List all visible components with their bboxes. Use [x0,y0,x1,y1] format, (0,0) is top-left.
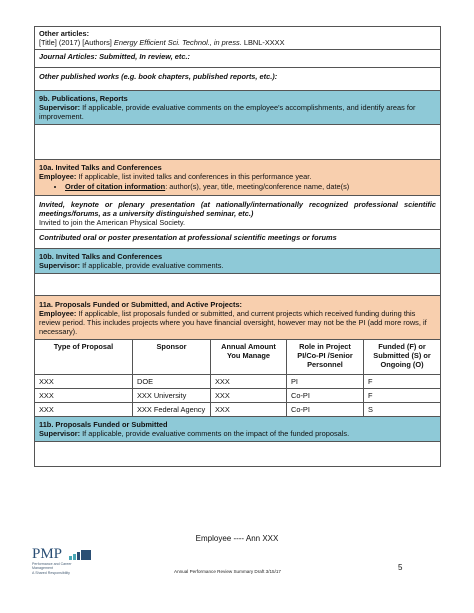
section-11b-header [35,417,441,442]
other-articles-cell[interactable] [35,27,441,50]
contributed-row [35,230,441,249]
cell-role[interactable]: Co-PI [287,389,364,403]
section-10a-header [35,160,441,196]
section-10b-row [35,249,441,274]
invited-row [35,196,441,230]
logo-subtitle-2: A Shared Responsibility [32,571,70,575]
section-10a-instructions [39,172,436,181]
col-header-amount: Annual Amount You Manage [211,340,287,375]
cell-sponsor[interactable]: XXX Federal Agency [133,403,211,417]
citation-order-text: : author(s), year, title, meeting/conference name, date(s) [165,182,350,191]
pmp-logo-text: PMP [32,546,63,562]
citation-order-list [39,182,436,191]
cell-status[interactable]: S [364,403,441,417]
cell-status[interactable]: F [364,375,441,389]
section-9b-response-row [35,125,441,160]
citation-order-label: Order of citation information [65,182,166,191]
invited-cell[interactable] [35,196,441,230]
section-9b-row [35,91,441,125]
citation-prefix: [Title] (2017) [Authors] [39,38,114,47]
section-10a-text: If applicable, list invited talks and conferences in this performance year. [76,172,312,181]
contributed-cell[interactable] [35,230,441,249]
employee-label: Employee: [39,172,77,181]
section-10b-response-field[interactable] [35,274,441,296]
section-10b-instructions [39,261,436,270]
other-articles-row [35,27,441,50]
cell-role[interactable]: Co-PI [287,403,364,417]
cell-amount[interactable]: XXX [211,403,287,417]
supervisor-label: Supervisor: [39,261,81,270]
section-11b-response-row [35,442,441,467]
col-header-status: Funded (F) or Submitted (S) or Ongoing (O) [364,340,441,375]
section-9b-instructions [39,103,436,121]
cell-type[interactable]: XXX [35,375,133,389]
review-form-table [34,26,441,467]
section-11b-response-field[interactable] [35,442,441,467]
journal-articles-label: Journal Articles: Submitted, In review, etc.: [39,52,190,61]
invited-entry: Invited to join the American Physical Society. [39,218,186,227]
section-11b-row [35,417,441,442]
logo-bars-icon [69,550,91,560]
section-10b-text: If applicable, provide evaluative comments. [80,261,224,270]
cell-sponsor[interactable]: DOE [133,375,211,389]
review-form [34,26,440,467]
journal-articles-cell[interactable] [35,50,441,68]
section-11b-title: 11b. Proposals Funded or Submitted [39,420,168,429]
cell-amount[interactable]: XXX [211,375,287,389]
section-11b-text: If applicable, provide evaluative comments on the impact of the funded proposals. [80,429,350,438]
cell-sponsor[interactable]: XXX University [133,389,211,403]
section-9b-title: 9b. Publications, Reports [39,94,128,103]
footer-employee-line: Employee ---- Ann XXX [195,534,279,543]
col-header-role: Role in Project PI/Co-PI /Senior Personnel [287,340,364,375]
section-11a-title: 11a. Proposals Funded or Submitted, and Active Projects: [39,300,243,309]
contributed-label: Contributed oral or poster presentation at professional scientific meetings or forums [39,233,337,242]
cell-status[interactable]: F [364,389,441,403]
citation-order-item [65,182,436,191]
section-11a-header [35,296,441,340]
section-10b-response-row [35,274,441,296]
section-10a-row [35,160,441,196]
employee-label: Employee: [39,309,77,318]
other-articles-heading: Other articles: [39,29,90,38]
page-number: 5 [398,563,403,572]
cell-amount[interactable]: XXX [211,389,287,403]
logo-subtitle-1: Performance and Career Management [32,562,72,570]
pmp-logo [32,547,92,573]
table-row [35,389,441,403]
section-11a-row [35,296,441,340]
section-10b-title: 10b. Invited Talks and Conferences [39,252,163,261]
section-9b-header [35,91,441,125]
section-11b-instructions [39,429,436,438]
other-published-cell[interactable] [35,68,441,91]
table-row [35,403,441,417]
citation-suffix: LBNL-XXXX [241,38,285,47]
journal-articles-row [35,50,441,68]
other-published-label: Other published works (e.g. book chapters, published reports, etc.): [39,72,278,81]
section-10a-title: 10a. Invited Talks and Conferences [39,163,162,172]
table-row [35,375,441,389]
footer-draft-note: Annual Performance Review Summary Draft 3/15/17 [174,569,281,574]
supervisor-label: Supervisor: [39,429,81,438]
citation-journal: Energy Efficient Sci. Technol., in press. [113,38,242,47]
other-articles-citation [39,38,436,47]
cell-type[interactable]: XXX [35,403,133,417]
section-11a-instructions [39,309,436,336]
col-header-sponsor: Sponsor [133,340,211,375]
cell-role[interactable]: PI [287,375,364,389]
supervisor-label: Supervisor: [39,103,81,112]
section-9b-response-field[interactable] [35,125,441,160]
section-11a-text: If applicable, list proposals funded or submitted, and current projects which received funding during this review period. This includes projects where you have financial oversight, however may not be the PI (add more rows, if necessary). [39,309,427,336]
section-9b-text: If applicable, provide evaluative comments on the employee's accomplishments, and identify areas for improvement. [39,103,416,121]
invited-category-label: Invited, keynote or plenary presentation (at nationally/internationally recognized professional scientific meetings/forums, as a university distinguished seminar, etc.) [39,200,437,218]
other-published-row [35,68,441,91]
proposal-table-header-row [35,340,441,375]
col-header-type: Type of Proposal [35,340,133,375]
cell-type[interactable]: XXX [35,389,133,403]
section-10b-header [35,249,441,274]
